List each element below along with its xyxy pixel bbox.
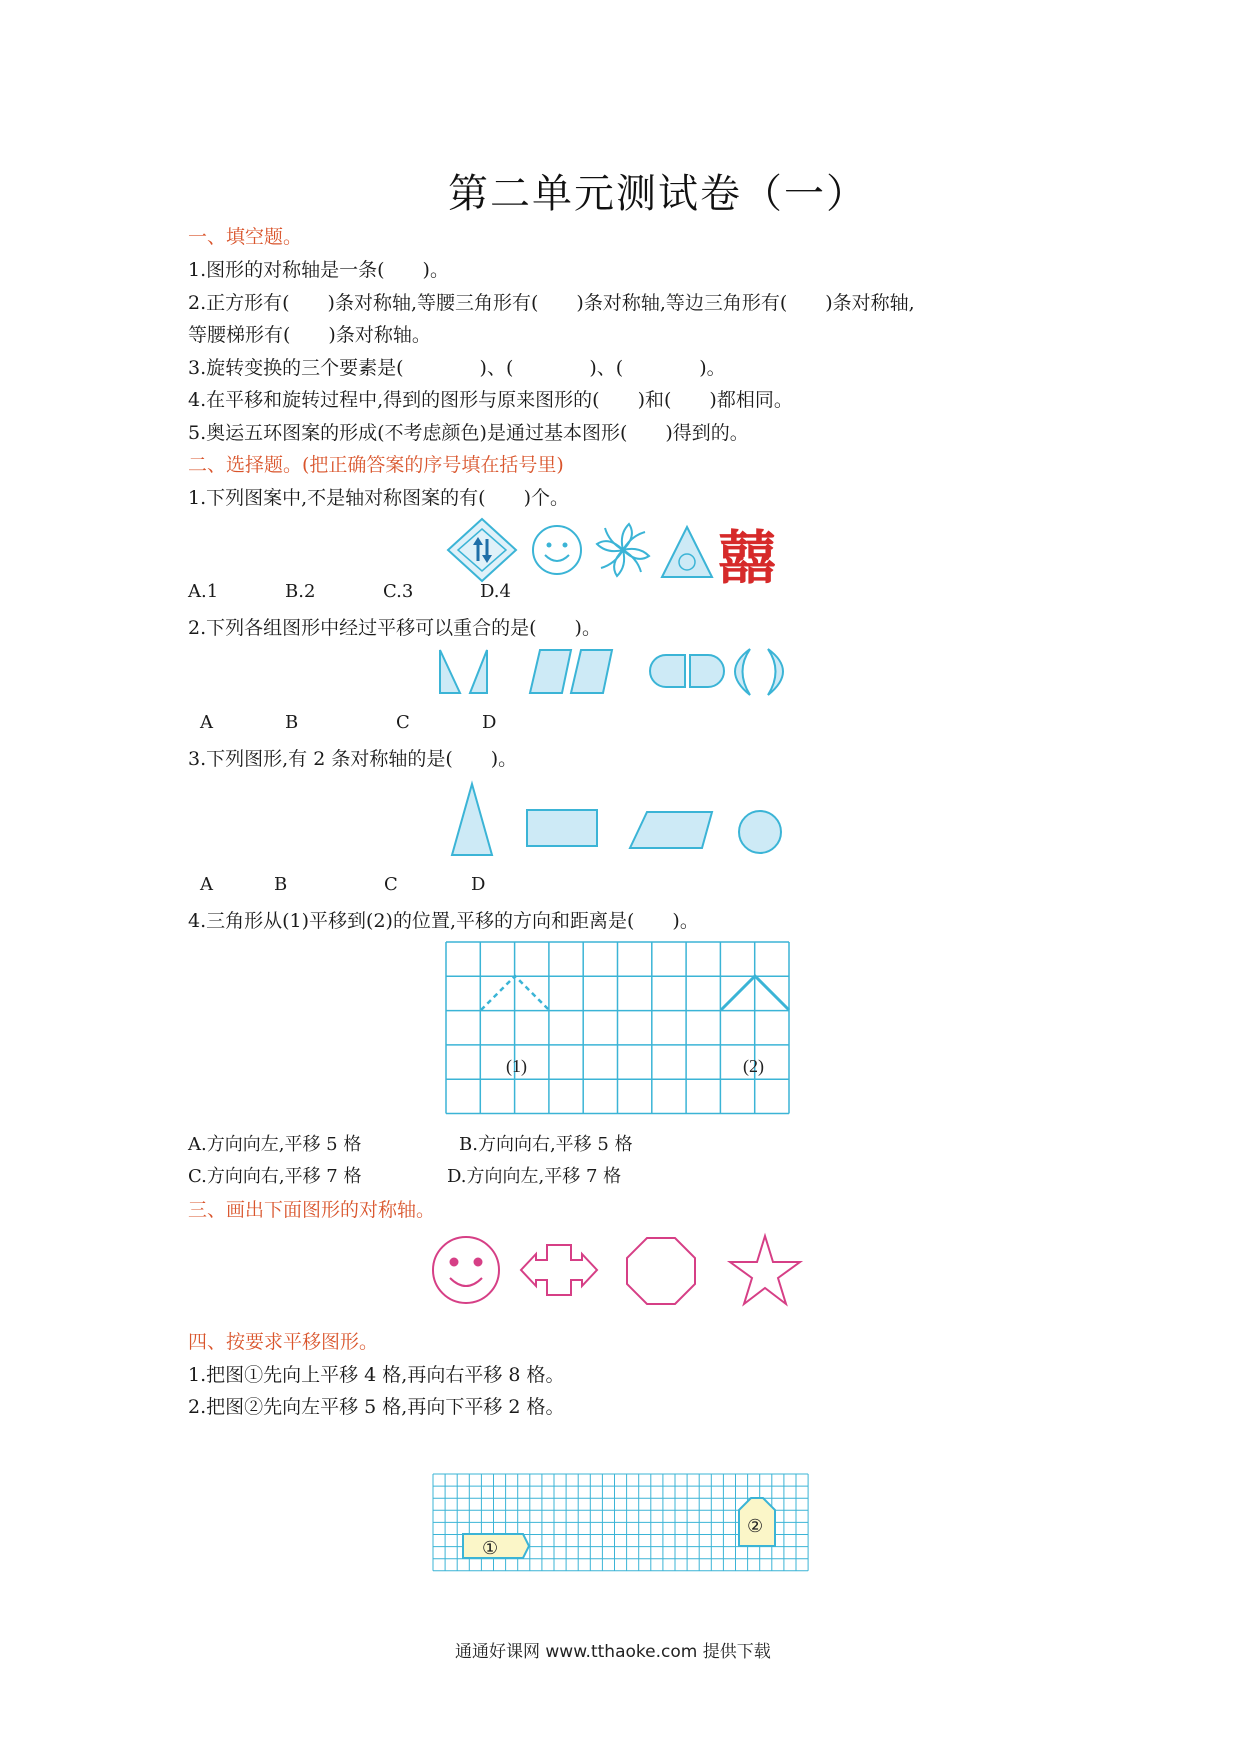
smiley-face-icon <box>433 1237 499 1303</box>
translate-question-1: 1.把图①先向上平移 4 格,再向右平移 8 格。 <box>188 1364 565 1386</box>
shape-2-label: ② <box>747 1516 764 1536</box>
smiley-icon <box>533 526 581 574</box>
fill-question-1: 1.图形的对称轴是一条( )。 <box>188 259 449 281</box>
q3-label-d: D <box>471 874 486 895</box>
star-icon <box>730 1236 800 1304</box>
q1-option-d: D.4 <box>480 581 511 602</box>
double-arrow-cross-icon <box>521 1245 597 1295</box>
q2-label-a: A <box>200 712 213 733</box>
q1-option-a: A.1 <box>188 581 219 602</box>
section-heading-symmetry: 三、画出下面图形的对称轴。 <box>188 1199 436 1221</box>
shape-1-label: ① <box>482 1538 499 1558</box>
translate-grid <box>433 1474 811 1579</box>
q3-label-c: C <box>384 874 398 895</box>
page-title: 第二单元测试卷（一） <box>448 171 868 217</box>
pinwheel-icon <box>597 524 649 576</box>
grid-label-1: (1) <box>506 1056 527 1076</box>
q4-option-a: A.方向向左,平移 5 格 <box>188 1134 362 1155</box>
crescents-pair-icon <box>735 649 783 695</box>
triangles-pair-icon <box>440 650 487 693</box>
fill-question-2-cont: 等腰梯形有( )条对称轴。 <box>188 324 431 346</box>
section-heading-choice: 二、选择题。(把正确答案的序号填在括号里) <box>188 454 564 476</box>
triangle-circle-icon <box>662 527 712 577</box>
q3-label-b: B <box>274 874 288 895</box>
grid-label-2: (2) <box>743 1056 764 1076</box>
choice-question-1: 1.下列图案中,不是轴对称图案的有( )个。 <box>188 487 569 509</box>
translate-question-2: 2.把图②先向左平移 5 格,再向下平移 2 格。 <box>188 1396 565 1418</box>
q4-option-b: B.方向向右,平移 5 格 <box>459 1134 633 1155</box>
section-heading-translate: 四、按要求平移图形。 <box>188 1331 379 1353</box>
symmetry-figures <box>430 1232 810 1312</box>
octagon-icon <box>627 1238 695 1304</box>
choice-question-2: 2.下列各组图形中经过平移可以重合的是( )。 <box>188 617 601 639</box>
fill-question-5: 5.奥运五环图案的形成(不考虑颜色)是通过基本图形( )得到的。 <box>188 422 749 444</box>
q2-figures <box>430 645 810 705</box>
choice-question-3: 3.下列图形,有 2 条对称轴的是( )。 <box>188 748 518 770</box>
parallelograms-pair-icon <box>530 650 612 693</box>
q4-option-d: D.方向向左,平移 7 格 <box>447 1166 622 1187</box>
half-circles-pair-icon <box>650 655 724 687</box>
fill-question-3: 3.旋转变换的三个要素是( )、( )、( )。 <box>188 357 726 379</box>
q1-option-c: C.3 <box>383 581 414 602</box>
isosceles-triangle-shape <box>452 784 492 855</box>
q2-label-c: C <box>396 712 410 733</box>
q1-option-b: B.2 <box>285 581 316 602</box>
rectangle-shape <box>527 810 597 846</box>
q3-figures <box>450 780 800 860</box>
q4-option-c: C.方向向右,平移 7 格 <box>188 1166 362 1187</box>
double-happiness-icon: 囍 <box>718 524 777 592</box>
fill-question-2: 2.正方形有( )条对称轴,等腰三角形有( )条对称轴,等边三角形有( )条对称轴, <box>188 292 915 314</box>
fill-question-4: 4.在平移和旋转过程中,得到的图形与原来图形的( )和( )都相同。 <box>188 389 793 411</box>
diamond-arrows-icon <box>448 519 516 581</box>
parallelogram-shape <box>630 812 712 848</box>
choice-question-4: 4.三角形从(1)平移到(2)的位置,平移的方向和距离是( )。 <box>188 910 699 932</box>
circle-shape <box>739 811 781 853</box>
q2-label-b: B <box>285 712 299 733</box>
q2-label-d: D <box>482 712 497 733</box>
section-heading-fill: 一、填空题。 <box>188 226 303 248</box>
q3-label-a: A <box>200 874 213 895</box>
footer-text: 通通好课网 www.tthaoke.com 提供下载 <box>455 1642 771 1662</box>
q4-grid <box>446 942 791 1116</box>
